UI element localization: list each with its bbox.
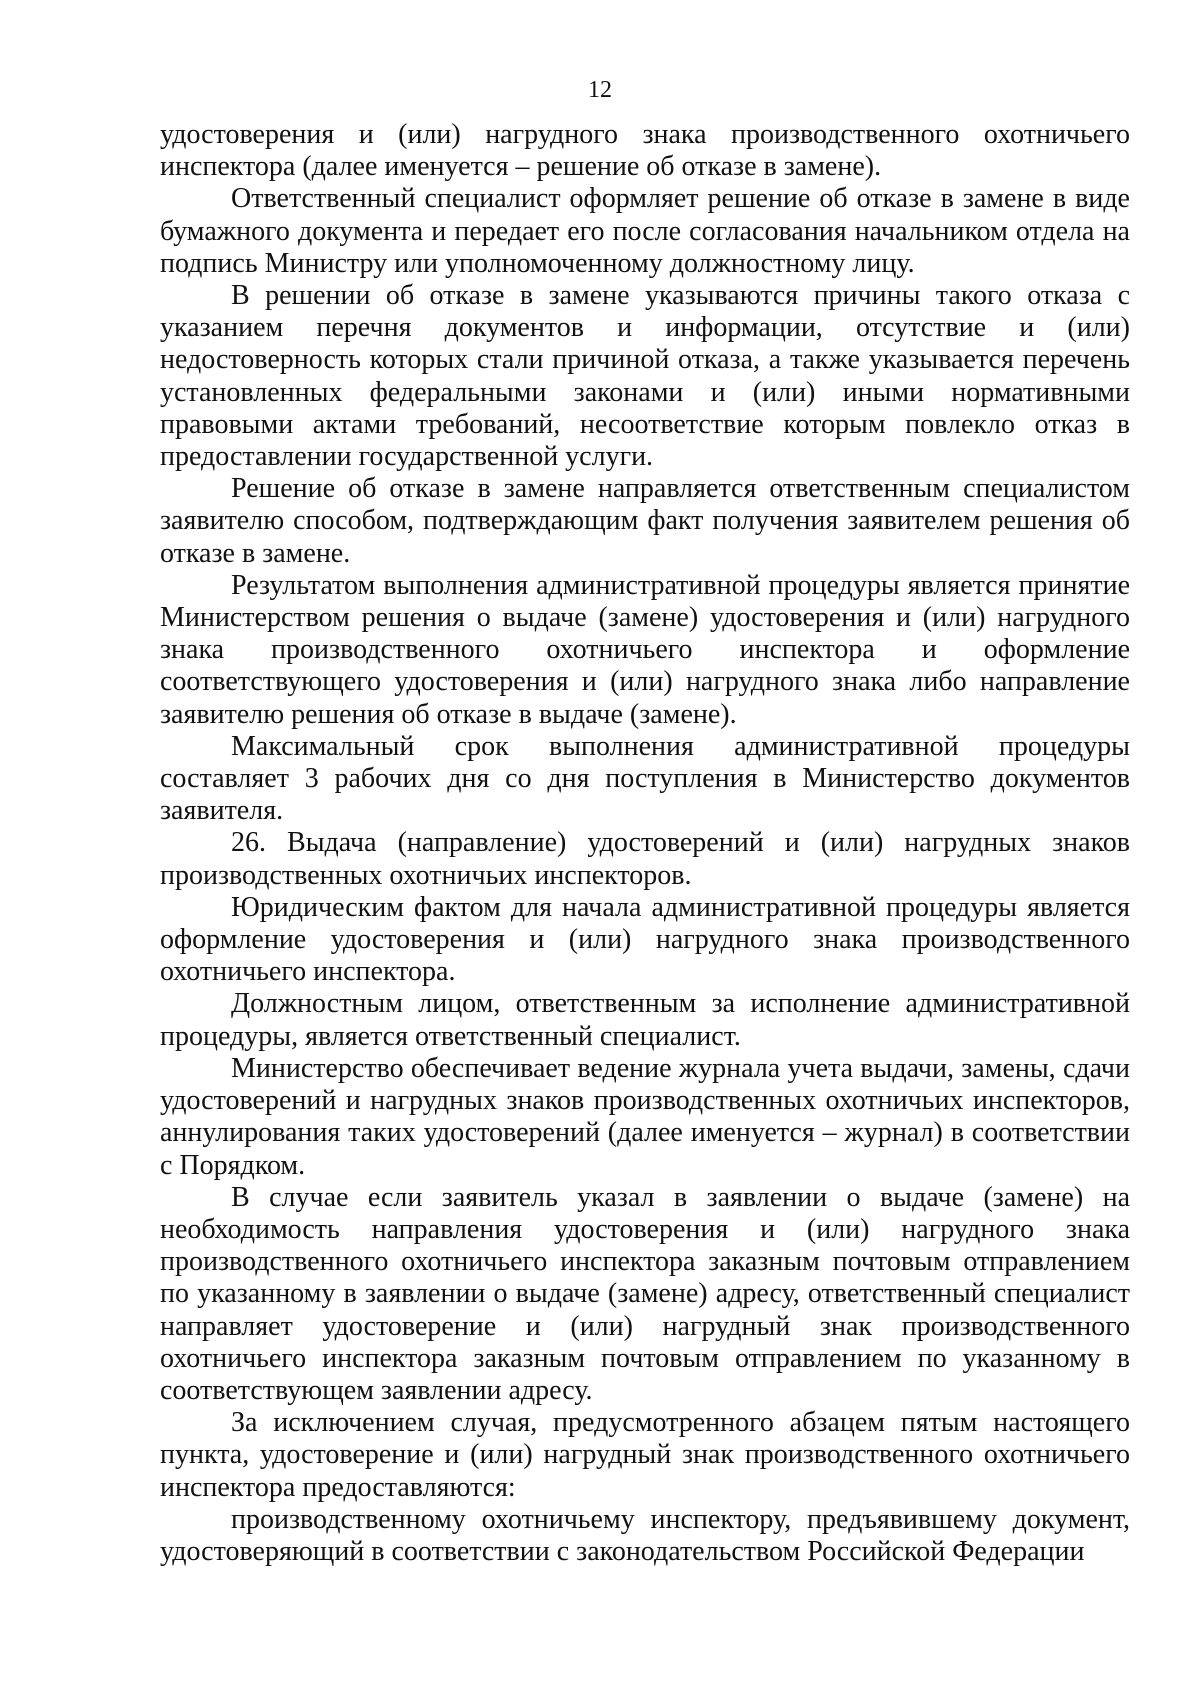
page-number: 12	[588, 77, 612, 103]
document-body	[160, 119, 1130, 1568]
paragraph: удостоверения и (или) нагрудного знака производственного охотничьего инспектора (далее именуется – решение об отказе в замене).	[160, 119, 1130, 183]
paragraph: Ответственный специалист оформляет решение об отказе в замене в виде бумажного документа и передает его после согласования начальником отдела на подпись Министру или уполномоченному должностному лицу.	[160, 183, 1130, 279]
paragraph: Решение об отказе в замене направляется ответственным специалистом заявителю способом, подтверждающим факт получения заявителем решения об отказе в замене.	[160, 473, 1130, 569]
paragraph: производственному охотничьему инспектору, предъявившему документ, удостоверяющий в соответствии с законодательством Российской Федерации	[160, 1503, 1130, 1567]
paragraph: Максимальный срок выполнения административной процедуры составляет 3 рабочих дня со дня поступления в Министерство документов заявителя.	[160, 730, 1130, 827]
paragraph: 26. Выдача (направление) удостоверений и (или) нагрудных знаков производственных охотничьих инспекторов.	[160, 827, 1130, 891]
paragraph: Результатом выполнения административной процедуры является принятие Министерством решения о выдаче (замене) удостоверения и (или) нагрудного знака производственного охотничьего инспектора и оформление соответствующего удостоверения и (или) нагрудного знака либо направление заявителю решения об отказе в выдаче (замене).	[160, 569, 1130, 730]
paragraph: Министерство обеспечивает ведение журнала учета выдачи, замены, сдачи удостоверений и нагрудных знаков производственных охотничьих инспекторов, аннулирования таких удостоверений (далее именуется – журнал) в соответствии с Порядком.	[160, 1052, 1130, 1181]
paragraph: В решении об отказе в замене указываются причины такого отказа с указанием перечня документов и информации, отсутствие и (или) недостоверность которых стали причиной отказа, а также указывается перечень установленных федеральными законами и (или) иными нормативными правовыми актами требований, несоответствие которым повлекло отказ в предоставлении государственной услуги.	[160, 280, 1130, 473]
paragraph: За исключением случая, предусмотренного абзацем пятым настоящего пункта, удостоверение и (или) нагрудный знак производственного охотничьего инспектора предоставляются:	[160, 1407, 1130, 1503]
paragraph: Юридическим фактом для начала административной процедуры является оформление удостоверения и (или) нагрудного знака производственного охотничьего инспектора.	[160, 891, 1130, 988]
paragraph: В случае если заявитель указал в заявлении о выдаче (замене) на необходимость направления удостоверения и (или) нагрудного знака производственного охотничьего инспектора заказным почтовым отправлением по указанному в заявлении о выдаче (замене) адресу, ответственный специалист направляет удостоверение и (или) нагрудный знак производственного охотничьего инспектора заказным почтовым отправлением по указанному в соответствующем заявлении адресу.	[160, 1181, 1130, 1406]
paragraph: Должностным лицом, ответственным за исполнение административной процедуры, является ответственный специалист.	[160, 988, 1130, 1052]
